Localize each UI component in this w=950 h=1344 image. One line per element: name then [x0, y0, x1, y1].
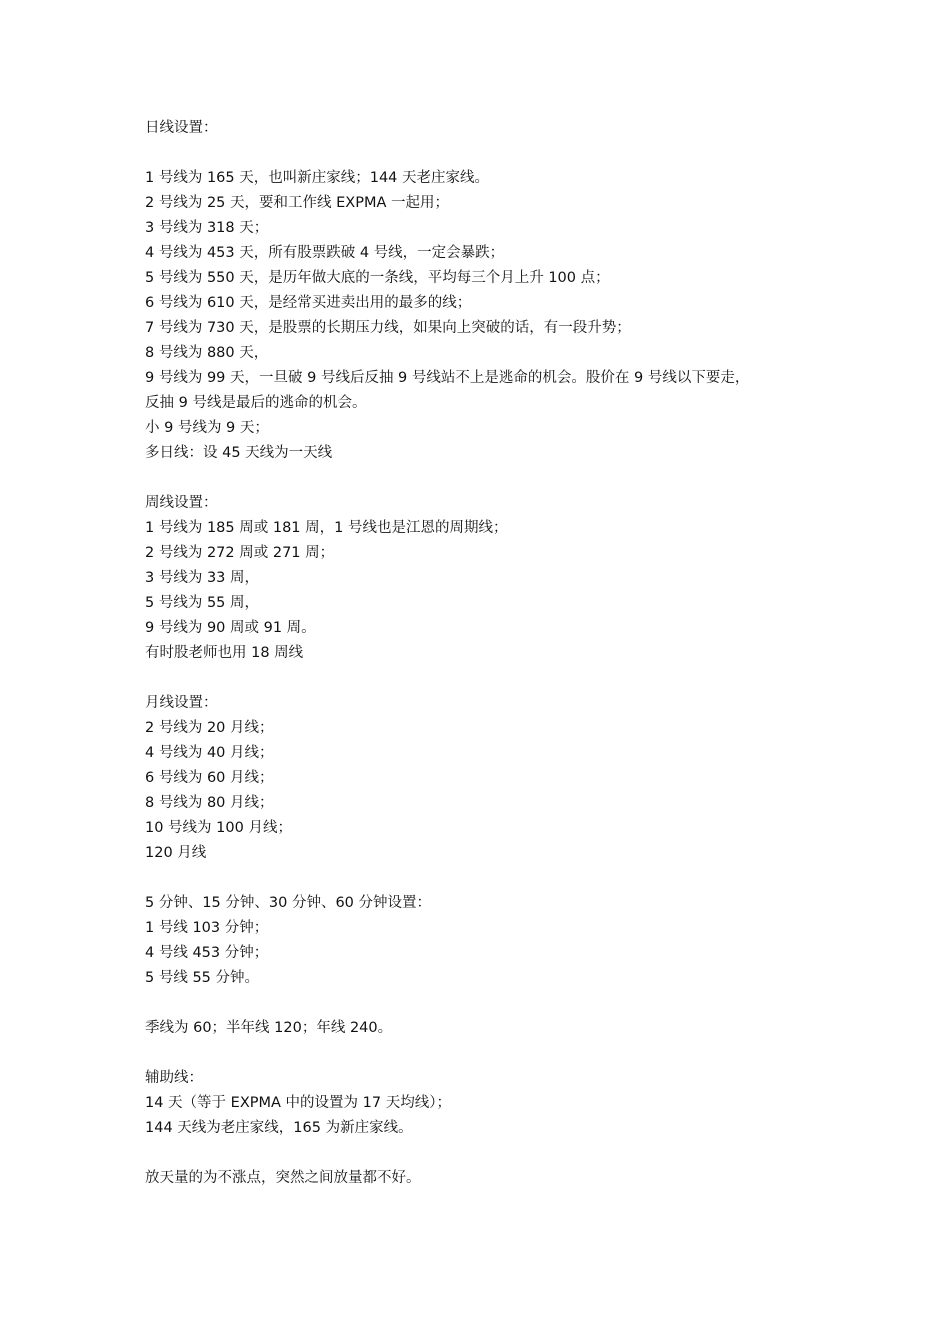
section [145, 491, 825, 691]
section [145, 1016, 825, 1066]
text-line: 120 月线 [145, 845, 207, 861]
text-line: 5 号线为 550 天，是历年做大底的一条线，平均每三个月上升 100 点； [145, 270, 610, 286]
section-spacer [145, 866, 825, 891]
section-heading: 放天量的为不涨点，突然之间放量都不好。 [145, 1170, 421, 1186]
section-spacer [145, 1141, 825, 1166]
text-line: 4 号线为 40 月线； [145, 745, 274, 761]
section-heading: 季线为 60；半年线 120；年线 240。 [145, 1020, 393, 1036]
section-heading: 周线设置： [145, 495, 218, 511]
text-line: 14 天（等于 EXPMA 中的设置为 17 天均线）； [145, 1095, 451, 1111]
text-line: 2 号线为 25 天，要和工作线 EXPMA 一起用； [145, 195, 449, 211]
text-line: 144 天线为老庄家线，165 为新庄家线。 [145, 1120, 413, 1136]
section-heading: 辅助线： [145, 1070, 203, 1086]
section [145, 1166, 825, 1191]
text-line: 1 号线为 165 天，也叫新庄家线；144 天老庄家线。 [145, 170, 490, 186]
section-heading: 月线设置： [145, 695, 218, 711]
text-line: 1 号线 103 分钟； [145, 920, 269, 936]
text-line: 3 号线为 33 周， [145, 570, 260, 586]
text-line: 8 号线为 80 月线； [145, 795, 274, 811]
section [145, 691, 825, 891]
text-line: 4 号线为 453 天，所有股票跌破 4 号线，一定会暴跌； [145, 245, 505, 261]
section-heading: 日线设置： [145, 120, 218, 136]
text-line: 1 号线为 185 周或 181 周，1 号线也是江恩的周期线； [145, 520, 508, 536]
text-line: 4 号线 453 分钟； [145, 945, 269, 961]
section [145, 891, 825, 1016]
section-spacer [145, 466, 825, 491]
blank-line [145, 141, 825, 166]
text-line: 9 号线为 99 天，一旦破 9 号线后反抽 9 号线站不上是逃命的机会。股价在 9 号线以下要走， [145, 370, 750, 386]
section [145, 1066, 825, 1166]
text-line: 有时股老师也用 18 周线 [145, 645, 304, 661]
text-line: 3 号线为 318 天； [145, 220, 269, 236]
text-line: 9 号线为 90 周或 91 周。 [145, 620, 316, 636]
section-spacer [145, 991, 825, 1016]
section-spacer [145, 1041, 825, 1066]
text-line: 5 号线为 55 周， [145, 595, 260, 611]
document-body [145, 116, 825, 1191]
text-line: 5 号线 55 分钟。 [145, 970, 260, 986]
text-line: 反抽 9 号线是最后的逃命的机会。 [145, 395, 367, 411]
text-line: 2 号线为 20 月线； [145, 720, 274, 736]
text-line: 6 号线为 60 月线； [145, 770, 274, 786]
section [145, 116, 825, 491]
text-line: 8 号线为 880 天， [145, 345, 269, 361]
section-heading: 5 分钟、15 分钟、30 分钟、60 分钟设置： [145, 895, 432, 911]
text-line: 2 号线为 272 周或 271 周； [145, 545, 335, 561]
text-line: 10 号线为 100 月线； [145, 820, 292, 836]
section-spacer [145, 666, 825, 691]
text-line: 多日线：设 45 天线为一天线 [145, 445, 333, 461]
text-line: 6 号线为 610 天，是经常买进卖出用的最多的线； [145, 295, 472, 311]
text-line: 小 9 号线为 9 天； [145, 420, 269, 436]
text-line: 7 号线为 730 天，是股票的长期压力线，如果向上突破的话，有一段升势； [145, 320, 631, 336]
